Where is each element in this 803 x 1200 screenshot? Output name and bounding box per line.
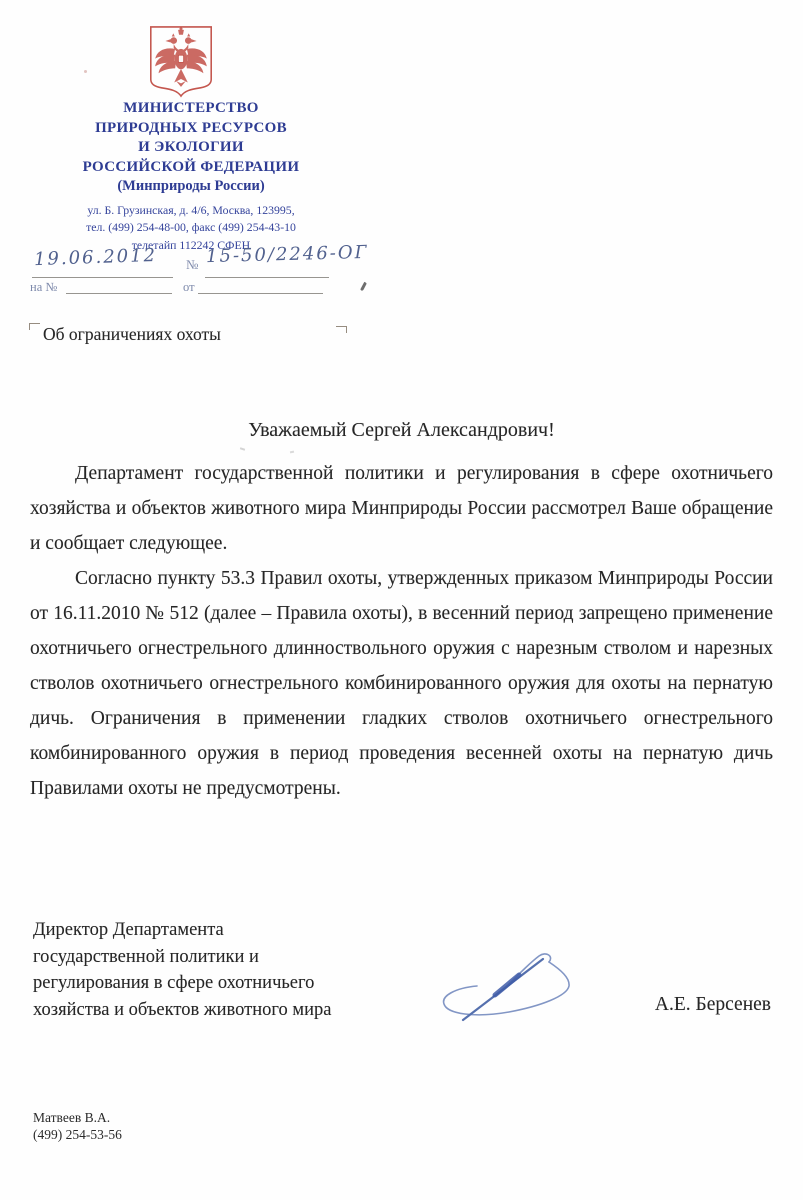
executor-name: Матвеев В.А. (33, 1110, 111, 1125)
handwritten-signature (437, 948, 577, 1024)
scan-speck (84, 70, 87, 73)
ministry-short-name: (Минприроды России) (117, 178, 265, 194)
scan-speck (290, 451, 294, 454)
reply-date-underline (198, 293, 323, 294)
signer-title-line: государственной политики и (33, 946, 259, 967)
handwritten-outgoing-number: 15-50/2246-ОГ (205, 241, 369, 268)
subject-line: Об ограничениях охоты (43, 324, 221, 344)
number-label: № (186, 257, 199, 272)
scan-speck (360, 282, 367, 291)
executor-block (33, 1109, 122, 1143)
number-underline (205, 277, 329, 278)
ministry-name-line: ПРИРОДНЫХ РЕСУРСОВ (95, 119, 287, 136)
address-zone-corner-mark (29, 323, 40, 330)
signer-title-line: регулирования в сфере охотничьего (33, 973, 315, 993)
handwritten-date: 19.06.2012 (33, 244, 158, 271)
signer-title-line: Директор Департамента (33, 920, 224, 940)
signer-name: А.Е. Берсенев (654, 994, 771, 1015)
reply-to-number-label: на № (30, 280, 58, 294)
signer-title (33, 917, 393, 1023)
ministry-name-line: РОССИЙСКОЙ ФЕДЕРАЦИИ (82, 158, 300, 175)
phone-fax-line: тел. (499) 254-48-00, факс (499) 254-43-10 (86, 220, 296, 234)
scan-speck (240, 447, 245, 450)
letterhead (10, 99, 372, 254)
body-paragraph: Согласно пункту 53.3 Правил охоты, утвержденных приказом Минприроды России от 16.11.2010 № 512 (далее – Правила охоты), в весенний период запрещено применение охотничьего огнестрельного длинноствольного оружия с нарезным стволом и нарезных стволов охотничьего огнестрельного комбинированного оружия для охоты на пернатую дичь. Ограничения в применении гладких стволов охотничьего огнестрельного комбинированного оружия в период проведения весенней охоты на пернатую дичь Правилами охоты не предусмотрены. (30, 568, 773, 799)
body-paragraph: Департамент государственной политики и регулирования в сфере охотничьего хозяйства и объектов животного мира Минприроды России рассмотрел Ваше обращение и сообщает следующее. (30, 463, 773, 554)
address-line: ул. Б. Грузинская, д. 4/6, Москва, 123995, (87, 202, 295, 217)
ministry-name-line: И ЭКОЛОГИИ (138, 139, 244, 155)
date-underline (32, 277, 173, 278)
address-zone-corner-mark (336, 326, 347, 333)
teletype-line: телетайп 112242 СФЕН (131, 237, 251, 252)
signer-title-line: хозяйства и объектов животного мира (33, 999, 332, 1020)
salutation: Уважаемый Сергей Александрович! (248, 419, 555, 441)
letter-body (30, 456, 773, 806)
executor-phone: (499) 254-53-56 (33, 1127, 122, 1142)
ministry-name-line: МИНИСТЕРСТВО (123, 100, 259, 116)
reply-number-underline (66, 293, 172, 294)
russia-coat-of-arms-icon (147, 24, 215, 100)
reply-date-label: от (183, 280, 195, 294)
